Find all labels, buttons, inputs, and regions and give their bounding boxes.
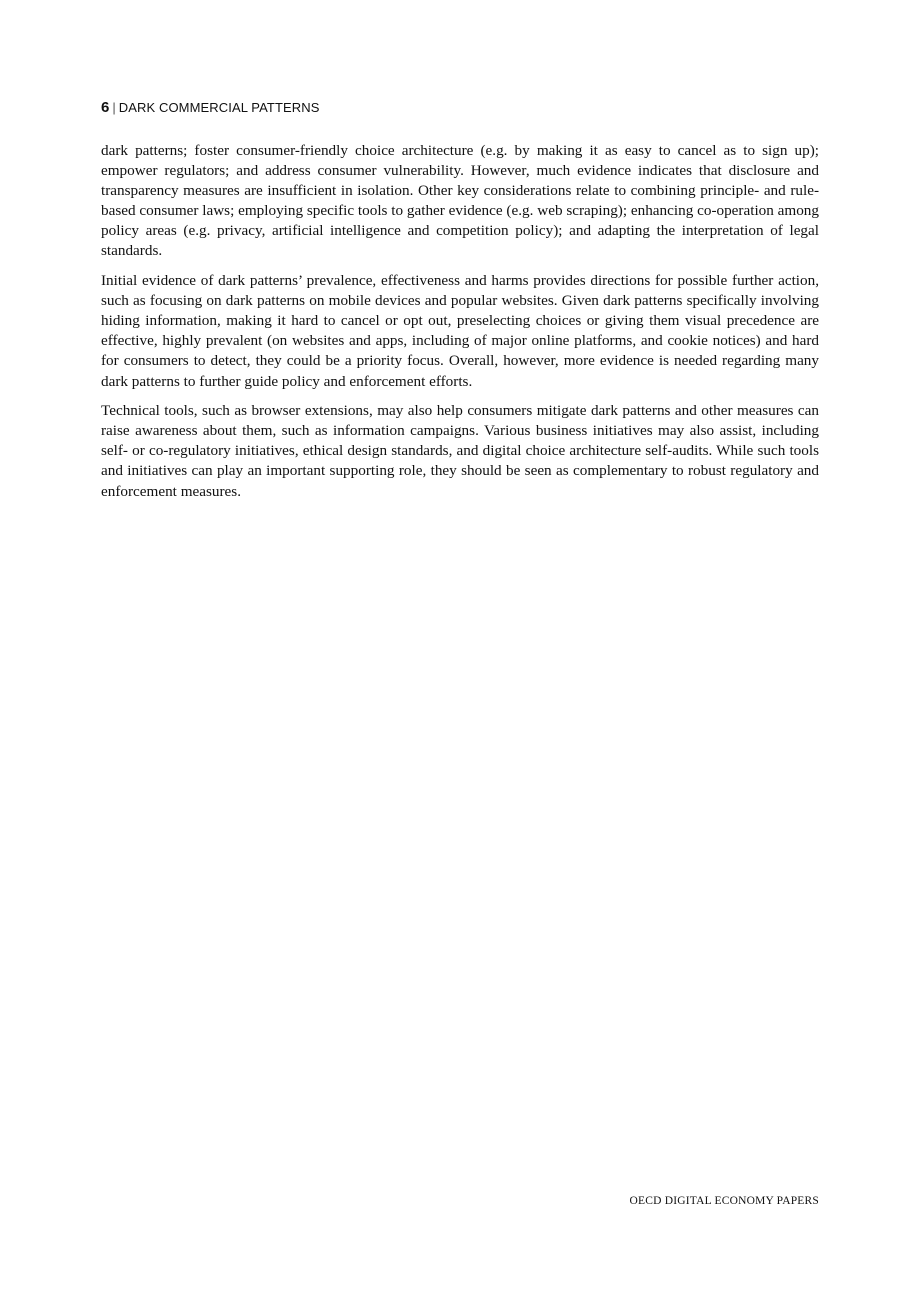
page-number: 6 (101, 99, 110, 116)
running-title: DARK COMMERCIAL PATTERNS (118, 100, 320, 115)
page-header (101, 99, 320, 117)
page-footer: OECD DIGITAL ECONOMY PAPERS (629, 1195, 819, 1207)
paragraph-1: dark patterns; foster consumer-friendly choice architecture (e.g. by making it as easy to cancel as to sign up); empower regulators; and address consumer vulnerability. However, much evidence indicates that disclosure and transparency measures are insufficient in isolation. Other key considerations relate to combining principle- and rule-based consumer laws; employing specific tools to gather evidence (e.g. web scraping); enhancing co-operation among policy areas (e.g. privacy, artificial intelligence and competition policy); and adapting the interpretation of legal standards. (101, 142, 819, 260)
paragraph-3: Technical tools, such as browser extensions, may also help consumers mitigate dark patterns and other measures can raise awareness about them, such as information campaigns. Various business initiatives may also assist, including self- or co-regulatory initiatives, ethical design standards, and digital choice architecture self-audits. While such tools and initiatives can play an important supporting role, they should be seen as complementary to robust regulatory and enforcement measures. (101, 402, 819, 500)
header-separator: | (112, 100, 116, 115)
paragraph-2: Initial evidence of dark patterns’ prevalence, effectiveness and harms provides directions for possible further action, such as focusing on dark patterns on mobile devices and popular websites. Given dark patterns specifically involving hiding information, making it hard to cancel or opt out, preselecting choices or giving them visual precedence are effective, highly prevalent (on websites and apps, including of major online platforms, and cookie notices) and hard for consumers to detect, they could be a priority focus. Overall, however, more evidence is needed regarding many dark patterns to further guide policy and enforcement efforts. (101, 272, 819, 390)
body-text (101, 141, 819, 511)
